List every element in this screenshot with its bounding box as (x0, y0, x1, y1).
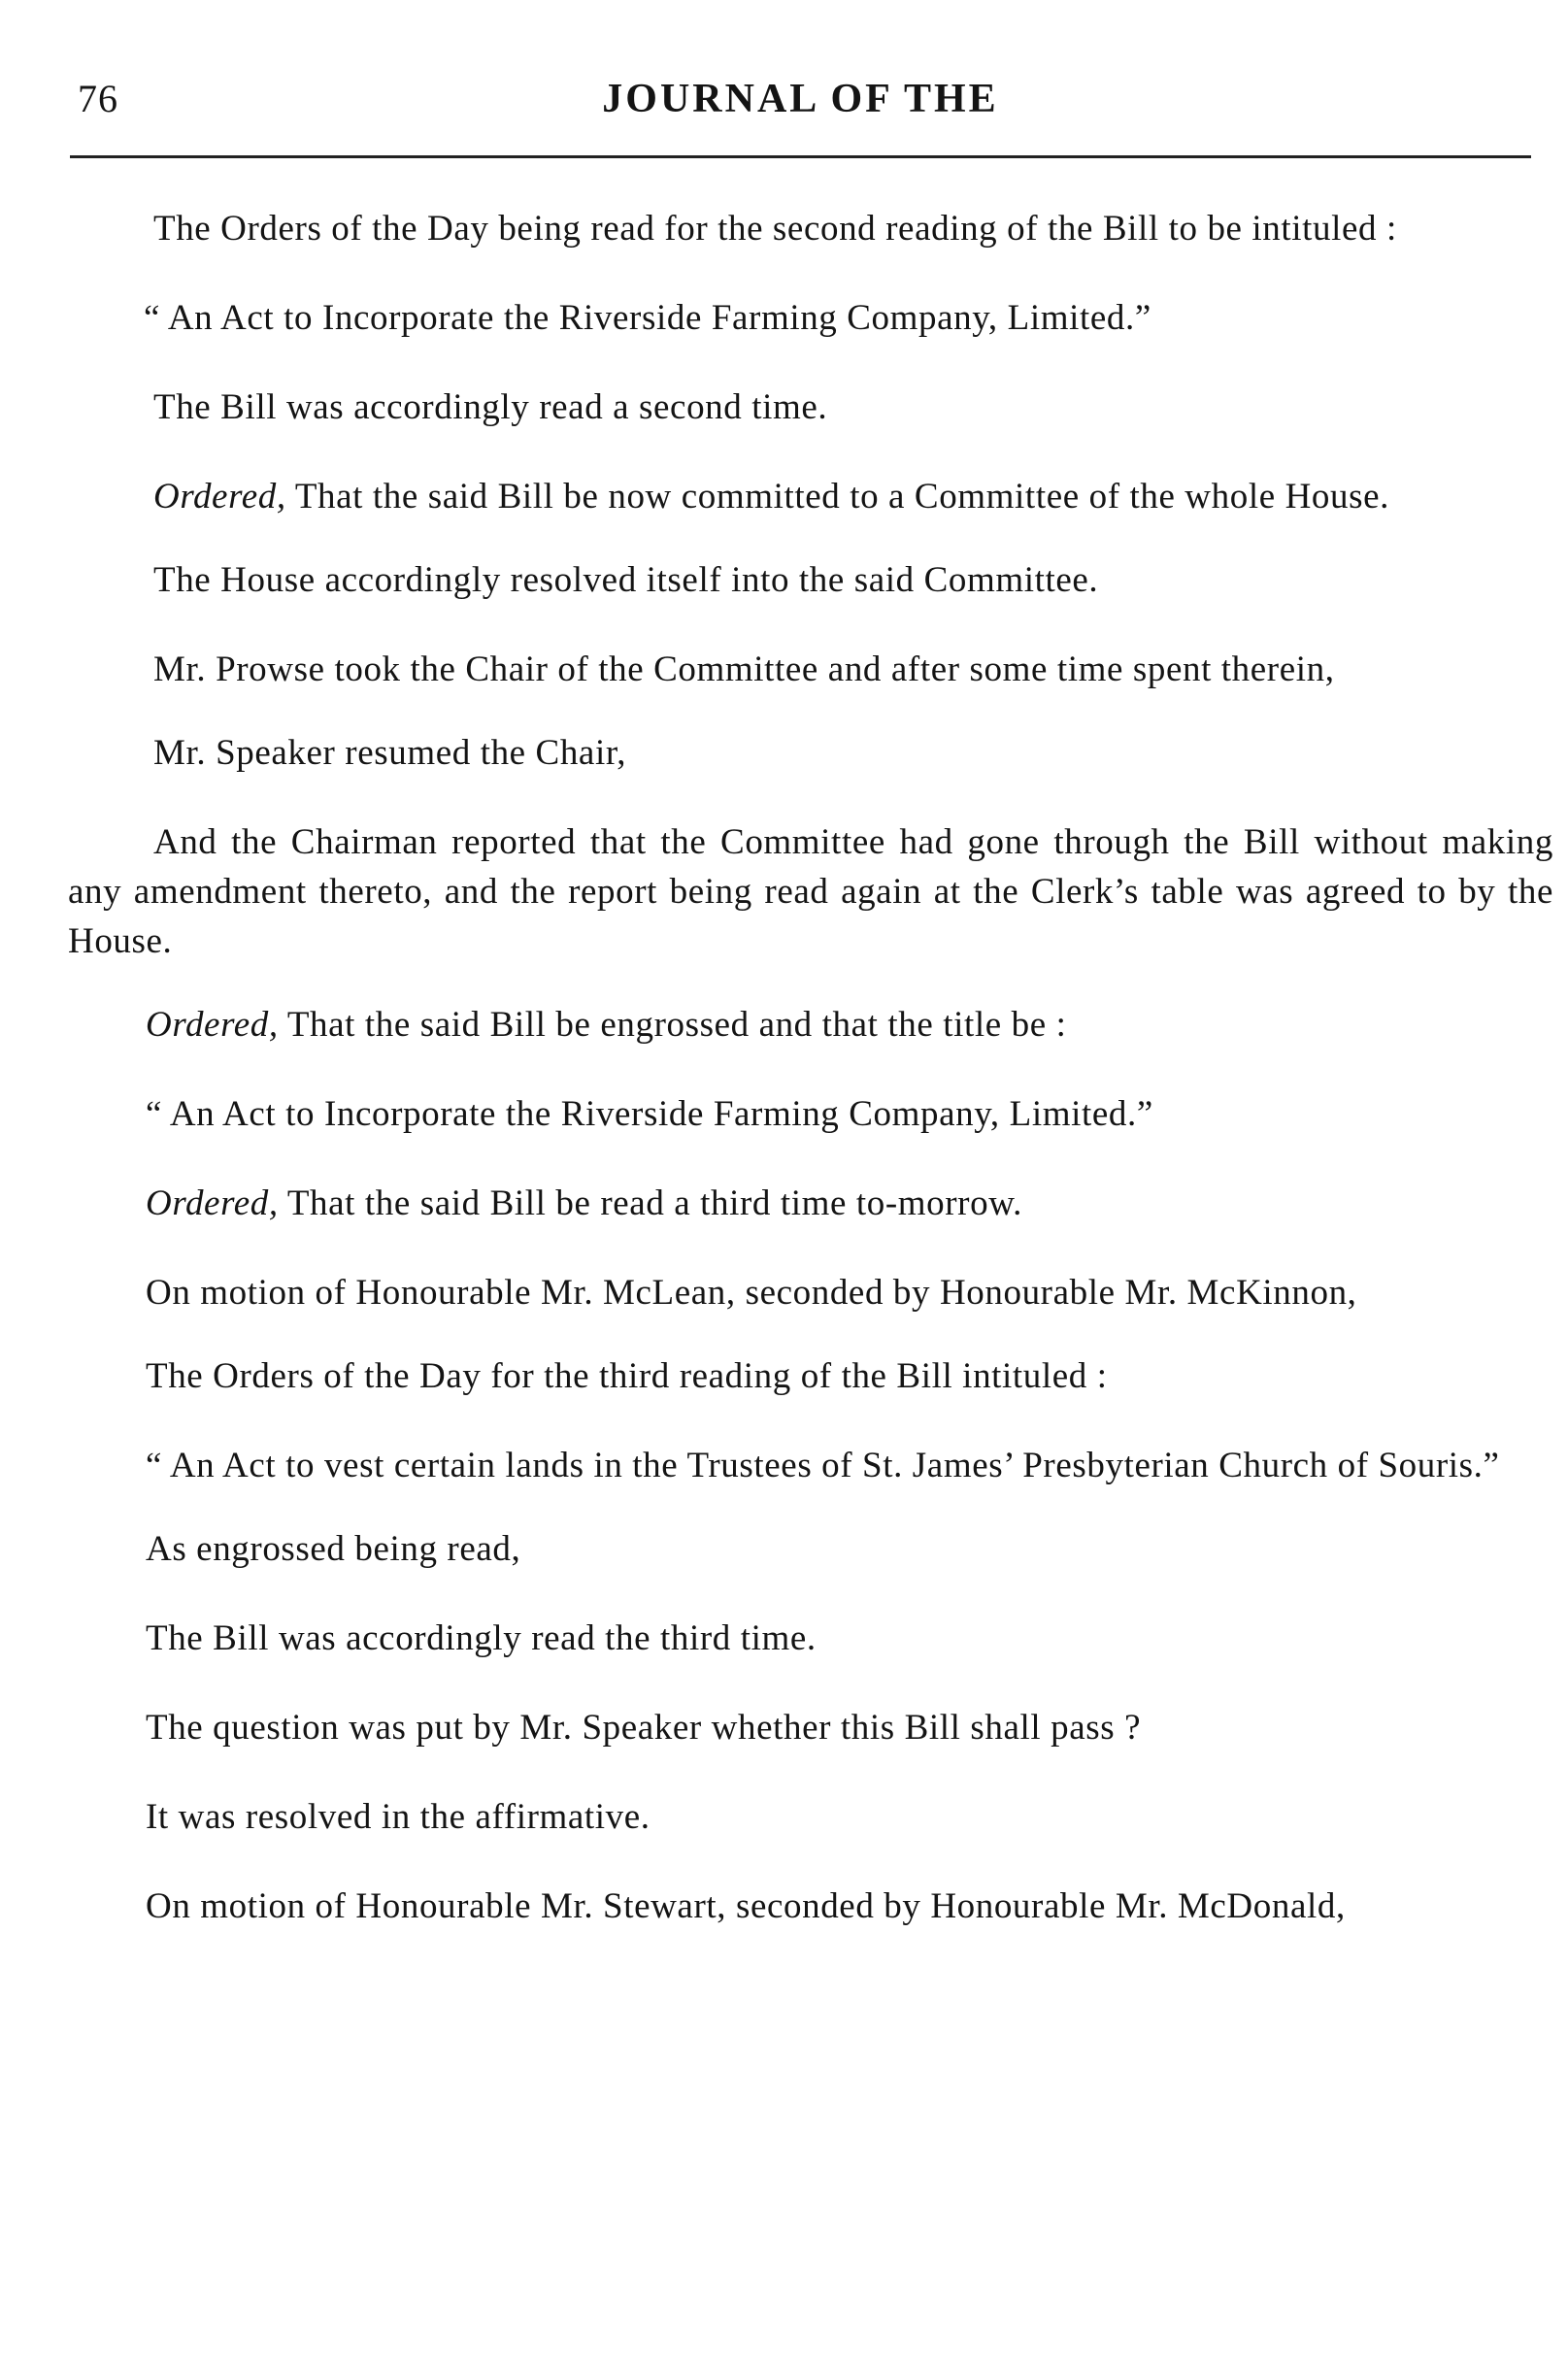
paragraph-motion-mclean: On motion of Honourable Mr. McLean, seconded by Honourable Mr. McKinnon, (146, 1273, 1357, 1313)
journal-body (68, 204, 1553, 1971)
paragraph-question-put: The question was put by Mr. Speaker whether this Bill shall pass ? (146, 1708, 1142, 1748)
paragraph-speaker-resumed: Mr. Speaker resumed the Chair, (153, 733, 627, 773)
paragraph-ordered-engrossed: Ordered, That the said Bill be engrossed and that the title be : (146, 1005, 1067, 1045)
paragraph-chair-of-committee: Mr. Prowse took the Chair of the Committee and after some time spent therein, (153, 650, 1335, 689)
page-number: 76 (78, 77, 118, 120)
paragraph-second-reading: The Bill was accordingly read a second time. (153, 387, 828, 427)
paragraph-motion-stewart: On motion of Honourable Mr. Stewart, seconded by Honourable Mr. McDonald, (146, 1886, 1346, 1926)
paragraph-house-resolved: The House accordingly resolved itself into the said Committee. (153, 560, 1099, 600)
paragraph-third-reading-orders: The Orders of the Day for the third reading of the Bill intituled : (146, 1356, 1108, 1396)
paragraph-ordered-committed: Ordered, That the said Bill be now committed to a Committee of the whole House. (153, 477, 1389, 517)
paragraph-bill-title-repeat: “ An Act to Incorporate the Riverside Farming Company, Limited.” (146, 1094, 1153, 1134)
paragraph-chairman-reported: And the Chairman reported that the Committee had gone through the Bill without making any amendment thereto, and the report being read again at the Clerk’s table was agreed to by the House. (68, 822, 1553, 961)
paragraph-orders-of-the-day: The Orders of the Day being read for the second reading of the Bill to be intituled : (153, 209, 1397, 249)
paragraph-ordered-third-reading: Ordered, That the said Bill be read a third time to-morrow. (146, 1183, 1022, 1223)
page-header (70, 76, 1531, 134)
paragraph-souris-bill-title: “ An Act to vest certain lands in the Trustees of St. James’ Presbyterian Church of Souris.” (146, 1446, 1500, 1485)
paragraph-bill-title: “ An Act to Incorporate the Riverside Farming Company, Limited.” (144, 298, 1151, 338)
paragraph-read-third-time: The Bill was accordingly read the third time. (146, 1618, 817, 1658)
header-rule (70, 155, 1531, 158)
paragraph-as-engrossed: As engrossed being read, (146, 1529, 521, 1569)
paragraph-resolved-affirmative: It was resolved in the affirmative. (146, 1797, 651, 1837)
running-head: JOURNAL OF THE (602, 77, 999, 121)
